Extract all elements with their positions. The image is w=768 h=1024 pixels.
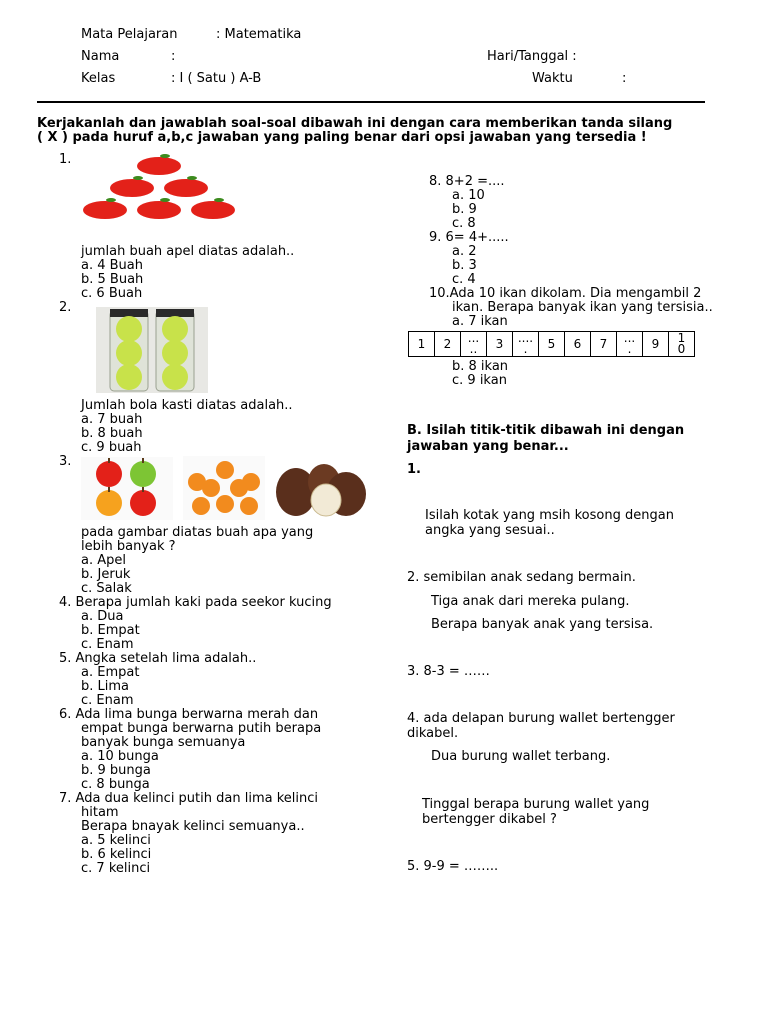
b2-line-3: Berapa banyak anak yang tersisa.	[431, 617, 654, 632]
q1-number: 1.	[59, 152, 72, 167]
q2-option-c[interactable]: c. 9 buah	[81, 440, 142, 455]
number-cell: 1 0	[669, 332, 695, 357]
q7-option-c[interactable]: c. 7 kelinci	[81, 861, 151, 876]
number-cell: 1	[409, 332, 435, 357]
q5-option-b[interactable]: b. Lima	[81, 679, 130, 694]
q1-option-a[interactable]: a. 4 Buah	[81, 258, 143, 273]
q6-question-line-3: banyak bunga semuanya	[81, 735, 246, 750]
q3-number: 3.	[59, 454, 72, 469]
b2-line-2: Tiga anak dari mereka pulang.	[431, 594, 630, 609]
b4-line-1: 4. ada delapan burung wallet bertengger	[407, 711, 675, 726]
number-cell: 7	[591, 332, 617, 357]
b4-line-5: bertengger dikabel ?	[422, 812, 557, 827]
q3-question-line-1: pada gambar diatas buah apa yang	[81, 525, 314, 540]
b5-question: 5. 9-9 = ……..	[407, 859, 499, 874]
subject-label: Mata Pelajaran	[81, 27, 178, 42]
number-cell: .... .	[513, 332, 539, 357]
section-b-title-line-1: B. Isilah titik-titik dibawah ini dengan	[407, 423, 685, 438]
q4-option-c[interactable]: c. Enam	[81, 637, 134, 652]
number-cell: ... ..	[461, 332, 487, 357]
q4-option-b[interactable]: b. Empat	[81, 623, 140, 638]
number-cell: ... .	[617, 332, 643, 357]
q8-option-a[interactable]: a. 10	[452, 188, 485, 203]
q5-option-a[interactable]: a. Empat	[81, 665, 140, 680]
oranges-image	[183, 456, 265, 520]
q3-question-line-2: lebih banyak ?	[81, 539, 176, 554]
number-cell: 3	[487, 332, 513, 357]
header-divider	[37, 101, 705, 103]
salak-image	[272, 458, 370, 520]
q10-option-a[interactable]: a. 7 ikan	[452, 314, 508, 329]
class-value: : I ( Satu ) A-B	[171, 71, 262, 86]
time-label: Waktu	[532, 71, 573, 86]
q2-option-a[interactable]: a. 7 buah	[81, 412, 143, 427]
q7-question-line-2: hitam	[81, 805, 119, 820]
q6-question-line-2: empat bunga berwarna putih berapa	[81, 721, 322, 736]
q7-option-b[interactable]: b. 6 kelinci	[81, 847, 152, 862]
q6-option-b[interactable]: b. 9 bunga	[81, 763, 151, 778]
b4-line-2: dikabel.	[407, 726, 459, 741]
apples-image	[80, 152, 238, 224]
q8-question: 8. 8+2 =....	[429, 174, 505, 189]
q2-option-b[interactable]: b. 8 buah	[81, 426, 143, 441]
name-colon: :	[171, 49, 176, 64]
q10-question-line-1: 10.Ada 10 ikan dikolam. Dia mengambil 2	[429, 286, 702, 301]
section-b-title-line-2: jawaban yang benar...	[407, 439, 569, 454]
q5-question: 5. Angka setelah lima adalah..	[59, 651, 257, 666]
subject-value: : Matematika	[216, 27, 302, 42]
q10-option-c[interactable]: c. 9 ikan	[452, 373, 507, 388]
q10-option-b[interactable]: b. 8 ikan	[452, 359, 509, 374]
q6-option-c[interactable]: c. 8 bunga	[81, 777, 150, 792]
q5-option-c[interactable]: c. Enam	[81, 693, 134, 708]
q9-option-b[interactable]: b. 3	[452, 258, 477, 273]
q1-option-b[interactable]: b. 5 Buah	[81, 272, 144, 287]
number-cell: 5	[539, 332, 565, 357]
q6-option-a[interactable]: a. 10 bunga	[81, 749, 159, 764]
q1-question: jumlah buah apel diatas adalah..	[81, 244, 295, 259]
b1-line-2: angka yang sesuai..	[425, 523, 555, 538]
q9-option-a[interactable]: a. 2	[452, 244, 477, 259]
number-cell: 9	[643, 332, 669, 357]
class-label: Kelas	[81, 71, 116, 86]
number-line-table	[408, 331, 695, 357]
q7-option-a[interactable]: a. 5 kelinci	[81, 833, 151, 848]
q8-option-b[interactable]: b. 9	[452, 202, 477, 217]
q7-question-line-3: Berapa bnayak kelinci semuanya..	[81, 819, 305, 834]
q2-question: Jumlah bola kasti diatas adalah..	[81, 398, 293, 413]
name-label: Nama	[81, 49, 120, 64]
q8-option-c[interactable]: c. 8	[452, 216, 476, 231]
q9-option-c[interactable]: c. 4	[452, 272, 476, 287]
time-colon: :	[622, 71, 627, 86]
number-cell: 6	[565, 332, 591, 357]
q9-question: 9. 6= 4+.....	[429, 230, 509, 245]
q10-question-line-2: ikan. Berapa banyak ikan yang tersisia..	[452, 300, 713, 315]
date-label: Hari/Tanggal :	[487, 49, 577, 64]
q1-option-c[interactable]: c. 6 Buah	[81, 286, 143, 301]
instruction-line-2: ( X ) pada huruf a,b,c jawaban yang paling benar dari opsi jawaban yang tersedia !	[37, 130, 647, 145]
b1-line-1: Isilah kotak yang msih kosong dengan	[425, 508, 674, 523]
b1-number: 1.	[407, 462, 421, 477]
instruction-line-1: Kerjakanlah dan jawablah soal-soal dibawah ini dengan cara memberikan tanda silang	[37, 116, 673, 131]
q3-option-c[interactable]: c. Salak	[81, 581, 132, 596]
q3-option-b[interactable]: b. Jeruk	[81, 567, 131, 582]
q4-question: 4. Berapa jumlah kaki pada seekor kucing	[59, 595, 332, 610]
q7-question-line-1: 7. Ada dua kelinci putih dan lima kelinci	[59, 791, 318, 806]
b3-question: 3. 8-3 = ……	[407, 664, 490, 679]
b2-line-1: 2. semibilan anak sedang bermain.	[407, 570, 636, 585]
q6-question-line-1: 6. Ada lima bunga berwarna merah dan	[59, 707, 319, 722]
b4-line-4: Tinggal berapa burung wallet yang	[422, 797, 650, 812]
tennis-balls-image	[96, 307, 208, 393]
q4-option-a[interactable]: a. Dua	[81, 609, 124, 624]
mixed-apples-image	[81, 457, 173, 520]
b4-line-3: Dua burung wallet terbang.	[431, 749, 611, 764]
q3-option-a[interactable]: a. Apel	[81, 553, 126, 568]
number-cell: 2	[435, 332, 461, 357]
q2-number: 2.	[59, 300, 72, 315]
